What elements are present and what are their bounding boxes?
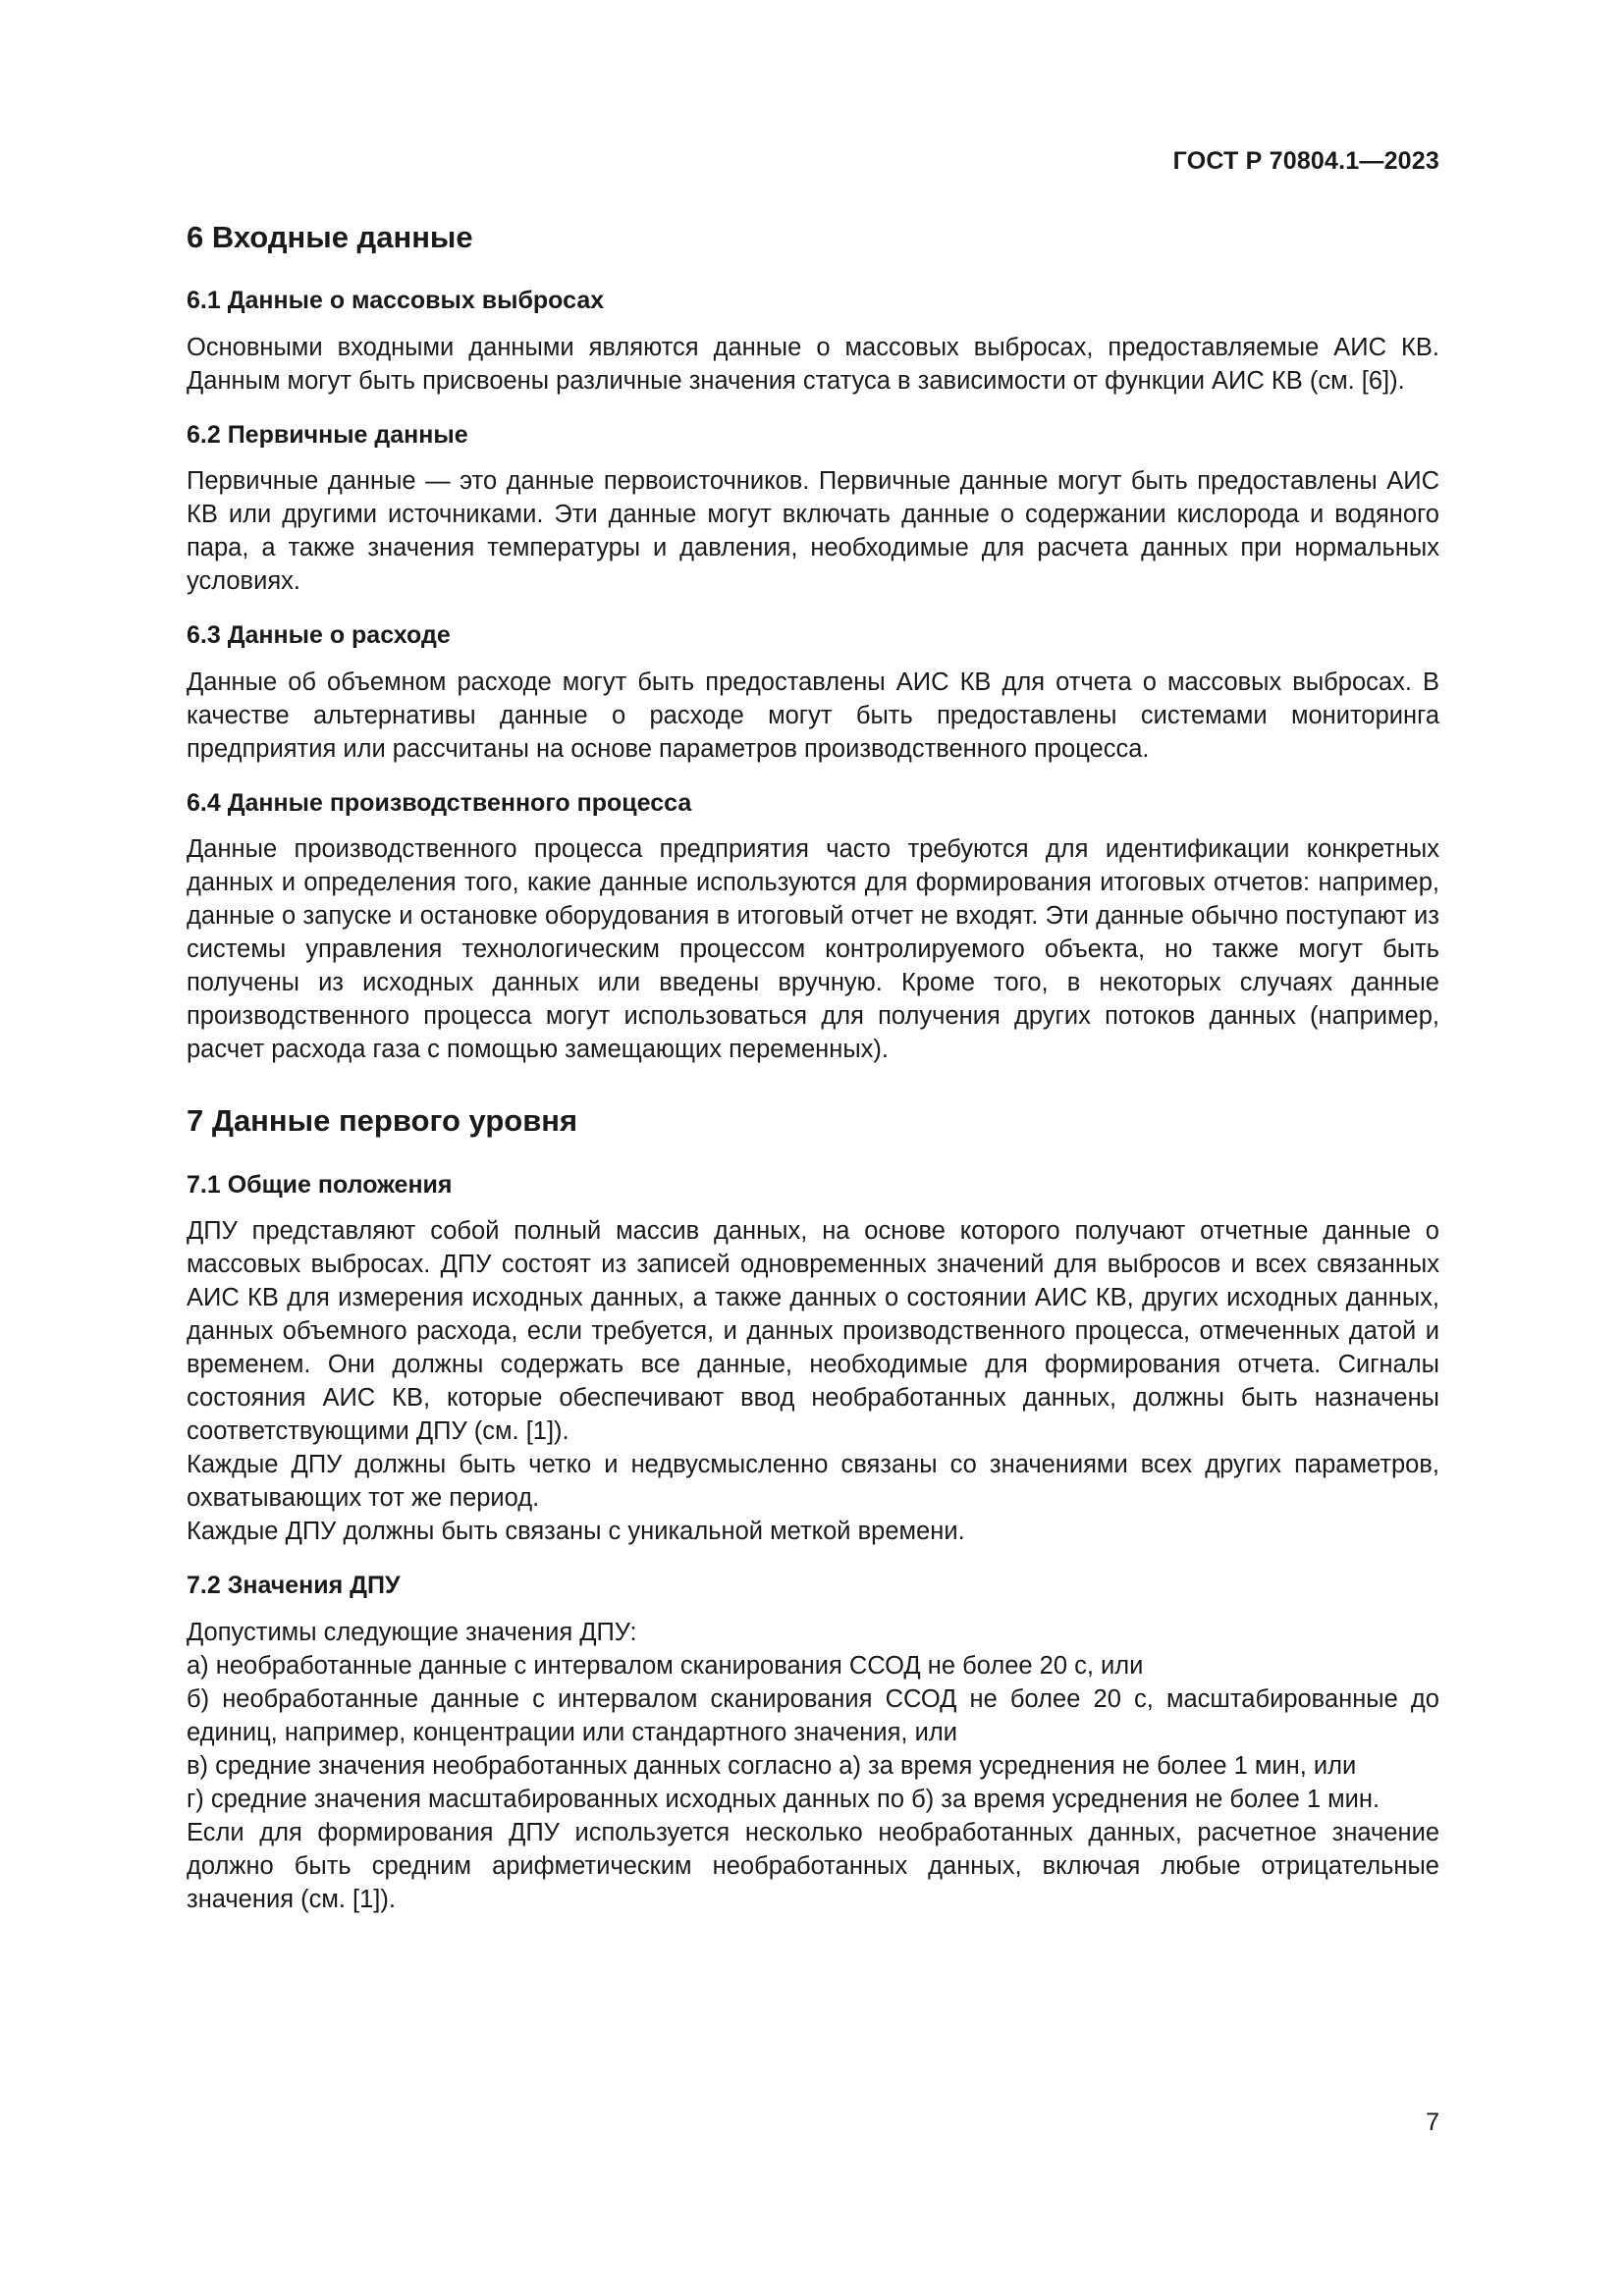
list-item-a: а) необработанные данные с интервалом сканирования ССОД не более 20 с, или (187, 1651, 1144, 1680)
list-item-c: в) средние значения необработанных данных согласно а) за время усреднения не более 1 мин, или (187, 1751, 1357, 1780)
section-7-1-heading: 7.1 Общие положения (187, 1170, 453, 1199)
section-6-2-paragraph: Первичные данные — это данные первоисточников. Первичные данные могут быть предоставлены АИС КВ или другими источниками. Эти данные могут включать данные о содержании кислорода и водяного пара, а также значения температуры и давления, необходимые для расчета данных при нормальных условиях. (187, 467, 1439, 596)
list-item-d: г) средние значения масштабированных исходных данных по б) за время усреднения не более 1 мин. (187, 1785, 1380, 1813)
section-7-2-paragraph-last: Если для формирования ДПУ используется несколько необработанных данных, расчетное значение должно быть средним арифметическим необработанных данных, включая любые отрицательные значения (см. [1]). (187, 1818, 1439, 1913)
section-7-1-paragraph-1: ДПУ представляют собой полный массив данных, на основе которого получают отчетные данные о массовых выбросах. ДПУ состоят из записей одновременных значений для выбросов и всех связанных АИС КВ для измерения исходных данных, а также данных о состоянии АИС КВ, других исходных данных, данных объемного расхода, если требуется, и данных производственного процесса, отмеченных датой и временем. Они должны содержать все данные, необходимые для формирования отчета. Сигналы состояния АИС КВ, которые обеспечивают ввод необработанных данных, должны быть назначены соответствующими ДПУ (см. [1]). (187, 1217, 1439, 1446)
section-6-2-heading: 6.2 Первичные данные (187, 420, 468, 449)
section-6-4-heading: 6.4 Данные производственного процесса (187, 788, 692, 817)
page-content (187, 218, 1439, 1916)
section-6-heading: 6 Входные данные (187, 220, 473, 254)
section-7-heading: 7 Данные первого уровня (187, 1103, 578, 1139)
section-6-4-paragraph: Данные производственного процесса предприятия часто требуются для идентификации конкретных данных и определения того, какие данные используются для формирования итоговых отчетов: например, данные о запуске и остановке оборудования в итоговый отчет не входят. Эти данные обычно поступают из системы управления технологическим процессом контролируемого объекта, но также могут быть получены из исходных данных или введены вручную. Кроме того, в некоторых случаях данные производственного процесса могут использоваться для получения других потоков данных (например, расчет расхода газа с помощью замещающих переменных). (187, 835, 1439, 1064)
list-item-b: б) необработанные данные с интервалом сканирования ССОД не более 20 с, масштабированные до единиц, например, концентрации или стандартного значения, или (187, 1684, 1439, 1746)
document-page (187, 0, 1439, 2296)
section-6-3-paragraph: Данные об объемном расходе могут быть предоставлены АИС КВ для отчета о массовых выбросах. В качестве альтернативы данные о расходе могут быть предоставлены системами мониторинга предприятия или рассчитаны на основе параметров производственного процесса. (187, 667, 1439, 763)
section-7-2-heading: 7.2 Значения ДПУ (187, 1572, 401, 1600)
section-7-1-paragraph-3: Каждые ДПУ должны быть связаны с уникальной меткой времени. (187, 1518, 965, 1546)
section-6-1-paragraph: Основными входными данными являются данные о массовых выбросах, предоставляемые АИС КВ. Данным могут быть присвоены различные значения статуса в зависимости от функции АИС КВ (см. [6]). (187, 333, 1439, 395)
page-number: 7 (1426, 2109, 1439, 2136)
section-7-1-paragraph-2: Каждые ДПУ должны быть четко и недвусмысленно связаны со значениями всех других параметров, охватывающих тот же период. (187, 1451, 1439, 1513)
document-code: ГОСТ Р 70804.1—2023 (1172, 147, 1439, 175)
section-6-3-heading: 6.3 Данные о расходе (187, 621, 451, 650)
section-7-2-intro: Допустимы следующие значения ДПУ: (187, 1618, 637, 1646)
section-6-1-heading: 6.1 Данные о массовых выбросах (187, 287, 605, 315)
